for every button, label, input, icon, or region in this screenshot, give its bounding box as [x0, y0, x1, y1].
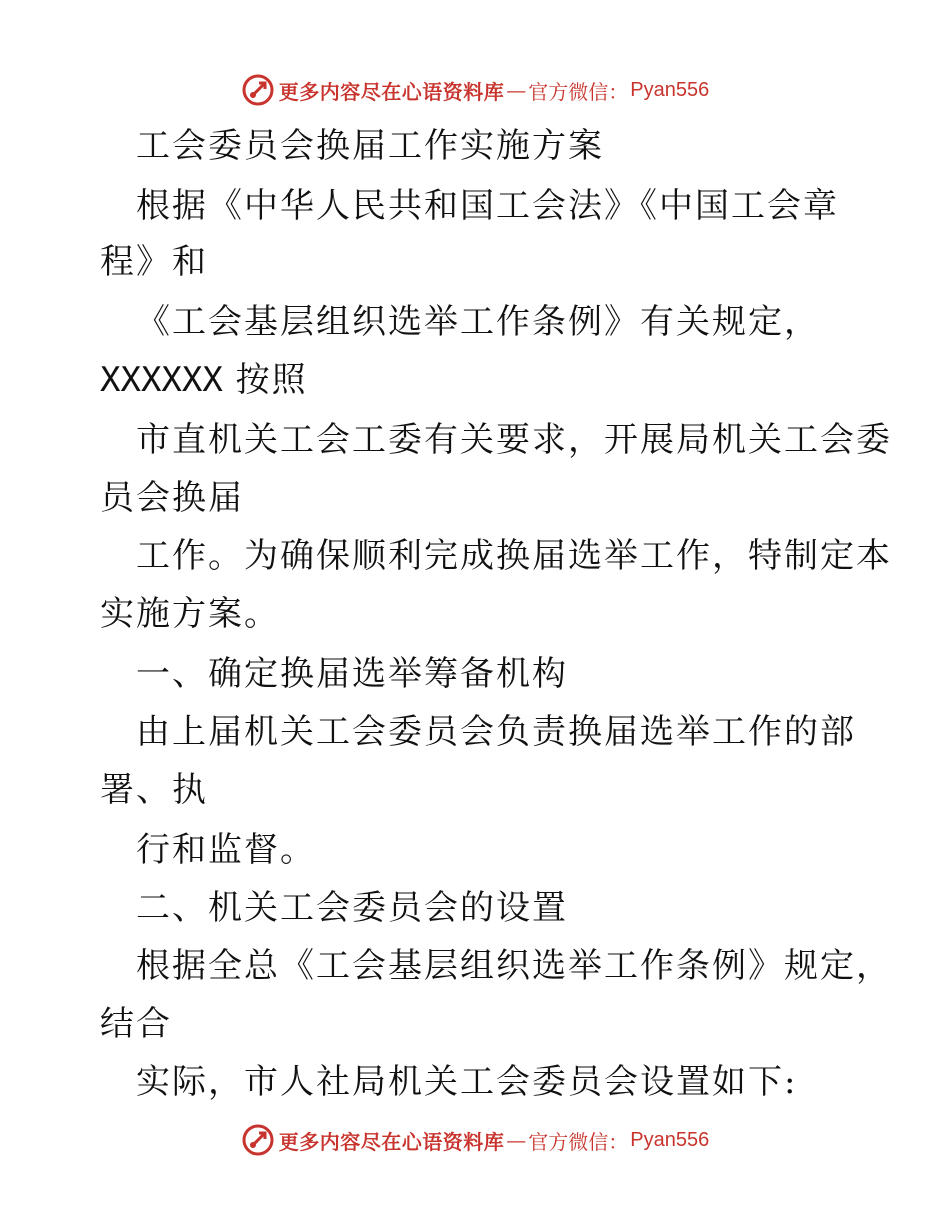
banner-label: 官方微信：: [528, 1129, 629, 1154]
banner-label: 官方微信：: [528, 79, 629, 104]
paragraph-line: 程》和: [100, 242, 208, 282]
paragraph-line: 实际，市人社局机关工会委员会设置如下:: [136, 1062, 798, 1102]
paragraph-line: 员会换届: [100, 478, 244, 518]
paragraph-line: 市直机关工会工委有关要求，开展局机关工会委: [136, 420, 892, 460]
paragraph-line: 结合: [100, 1004, 172, 1044]
paragraph-text: 按照: [235, 360, 308, 400]
banner-id: Pyan556: [630, 78, 710, 101]
paragraph-line: 根据《中华人民共和国工会法》《中国工会章: [136, 186, 839, 226]
watermark-banner-top: [0, 70, 950, 110]
paragraph-line: [100, 360, 870, 400]
paragraph-line: 根据全总《工会基层组织选举工作条例》规定，: [136, 946, 892, 986]
logo-icon: [241, 1123, 275, 1157]
doc-title: 工会委员会换届工作实施方案: [136, 126, 604, 166]
paragraph-line: 由上届机关工会委员会负责换届选举工作的部: [136, 712, 856, 752]
banner-text: 更多内容尽在心语资料库: [278, 1129, 505, 1154]
section-heading: 一、确定换届选举筹备机构: [136, 654, 568, 694]
banner-dash: —: [506, 1128, 527, 1152]
banner-dash: —: [506, 78, 527, 102]
placeholder-code: XXXXXX: [100, 360, 223, 400]
logo-icon: [241, 73, 275, 107]
paragraph-line: 署、执: [100, 770, 208, 810]
paragraph-line: 工作。为确保顺利完成换届选举工作，特制定本: [136, 536, 892, 576]
paragraph-line: 实施方案。: [100, 594, 280, 634]
banner-id: Pyan556: [630, 1128, 710, 1151]
section-heading: 二、机关工会委员会的设置: [136, 888, 568, 928]
watermark-banner-bottom: [0, 1120, 950, 1160]
banner-text: 更多内容尽在心语资料库: [278, 79, 505, 104]
paragraph-line: 《工会基层组织选举工作条例》有关规定，: [136, 302, 820, 342]
paragraph-line: 行和监督。: [136, 830, 316, 870]
